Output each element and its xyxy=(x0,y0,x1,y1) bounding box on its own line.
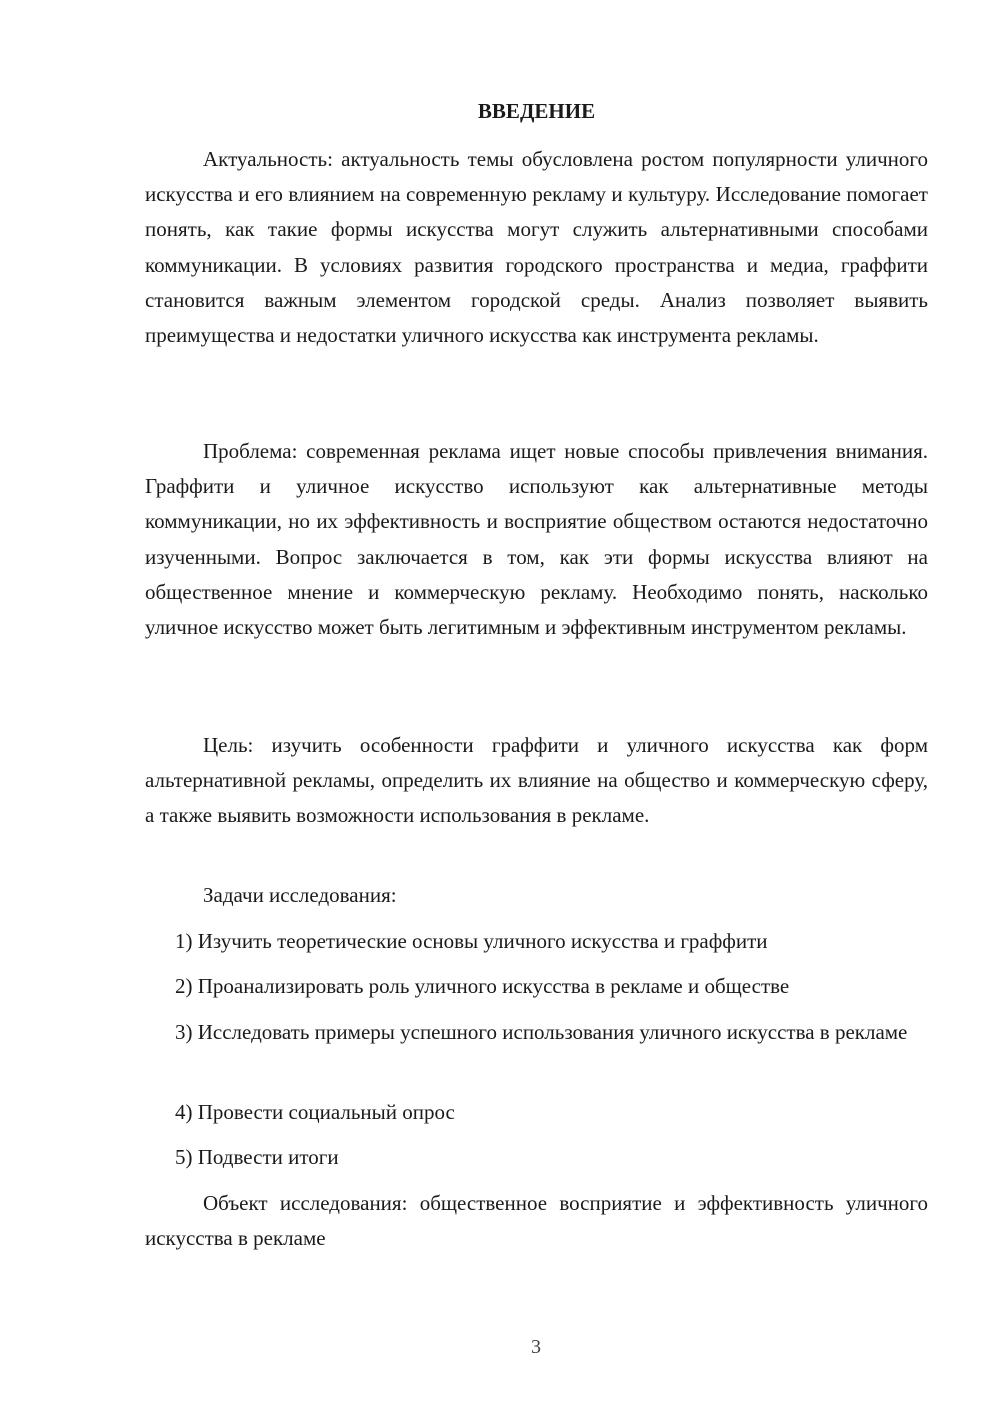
tasks-heading: Задачи исследования: xyxy=(203,883,397,907)
page-title: ВВЕДЕНИЕ xyxy=(477,99,596,123)
page-number: 3 xyxy=(531,1336,541,1358)
paragraph-problem: Проблема: современная реклама ищет новые способы привлечения внимания. Граффити и уличное искусство используют как альтернативные методы коммуникации, но их эффективность и восприятие обществом остаются недостаточно изученными. Вопрос заключается в том, как эти формы искусства влияют на общественное мнение и коммерческую рекламу. Необходимо понять, насколько уличное искусство может быть легитимным и эффективным инструментом рекламы. xyxy=(145,439,928,640)
paragraph-goal: Цель: изучить особенности граффити и уличного искусства как форм альтернативной рекламы, определить их влияние на общество и коммерческую сферу, а также выявить возможности использования в рекламе. xyxy=(145,733,928,828)
task-item-1: 1) Изучить теоретические основы уличного искусства и граффити xyxy=(175,929,768,953)
paragraph-object: Объект исследования: общественное восприятие и эффективность уличного искусства в рекламе xyxy=(145,1191,928,1251)
task-item-3: 3) Исследовать примеры успешного использования уличного искусства в рекламе xyxy=(175,1020,908,1044)
paragraph-relevance: Актуальность: актуальность темы обусловлена ростом популярности уличного искусства и его влиянием на современную рекламу и культуру. Исследование помогает понять, как такие формы искусства могут служить альтернативными способами коммуникации. В условиях развития городского пространства и медиа, граффити становится важным элементом городской среды. Анализ позволяет выявить преимущества и недостатки уличного искусства как инструмента рекламы. xyxy=(145,147,928,348)
task-item-5: 5) Подвести итоги xyxy=(175,1145,339,1169)
task-item-2: 2) Проанализировать роль уличного искусства в рекламе и обществе xyxy=(175,974,790,998)
task-item-4: 4) Провести социальный опрос xyxy=(175,1100,455,1124)
